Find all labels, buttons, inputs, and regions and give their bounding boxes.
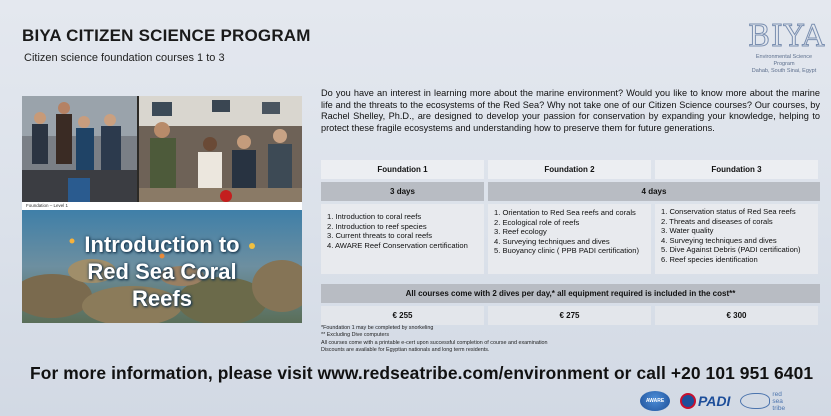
list-item: 1. Orientation to Red Sea reefs and corals	[494, 208, 636, 217]
page-subtitle: Citizen science foundation courses 1 to 3	[24, 52, 225, 64]
photo-overlay-title	[22, 231, 302, 312]
list-item: 5. Dive Against Debris (PADI certification)	[661, 245, 801, 255]
foundation-1-header: Foundation 1	[321, 160, 484, 179]
foundation-2-price: € 275	[488, 306, 651, 325]
foundation-2-3-days: 4 days	[488, 182, 820, 201]
list-item: 4. AWARE Reef Conservation certification	[327, 240, 468, 250]
course-photo	[22, 96, 302, 323]
tribe-line2: sea	[772, 397, 783, 405]
foundation-3-header: Foundation 3	[655, 160, 818, 179]
list-item: 1. Introduction to coral reefs	[327, 212, 422, 221]
footnote: Discounts are available for Egyptian nationals and long term residents.	[321, 346, 490, 353]
foundation-1-days: 3 days	[321, 182, 484, 201]
list-item: 3. Water quality	[661, 226, 714, 236]
red-sea-tribe-text	[772, 391, 785, 412]
list-item: 4. Surveying techniques and dives	[494, 236, 610, 246]
contact-call-to-action: For more information, please visit www.redseatribe.com/environment or call +20 101 951 6401	[30, 363, 814, 383]
partner-logos	[640, 389, 785, 413]
courses-header-row	[321, 160, 820, 179]
list-item: 2. Introduction to reef species	[327, 221, 427, 231]
foundation-1-topics	[321, 204, 484, 274]
biya-logo-line1: Environmental Science Program	[755, 54, 813, 67]
red-sea-tribe-logo	[740, 391, 785, 412]
list-item: 3. Current threats to coral reefs	[327, 231, 433, 241]
footnote: All courses come with a printable e-cert upon successful completion of course and examination	[321, 339, 548, 346]
foundation-2-header: Foundation 2	[488, 160, 651, 179]
list-item: 4. Surveying techniques and dives	[661, 235, 777, 245]
courses-price-row	[321, 306, 820, 325]
list-item: 2. Ecological role of reefs	[494, 217, 580, 227]
courses-days-row	[321, 182, 820, 201]
list-item: 1. Conservation status of Red Sea reefs	[661, 207, 796, 216]
list-item: 5. Buoyancy clinic ( PPB PADI certification)	[494, 246, 640, 256]
aware-logo: AWARE	[640, 391, 670, 411]
footnote: ** Excluding Dive computers	[321, 332, 390, 339]
biya-logo-line2: Dahab, South Sinai, Egypt	[751, 68, 817, 74]
footnotes	[321, 325, 820, 354]
courses-table	[321, 160, 820, 328]
photo-overlay-line1: Introduction to	[84, 232, 240, 257]
foundation-3-price: € 300	[655, 306, 818, 325]
biya-logo-mark: BIYA	[748, 19, 826, 54]
list-item: 2. Threats and diseases of corals	[661, 216, 773, 226]
fish-icon	[740, 393, 770, 409]
biya-logo	[748, 19, 826, 80]
courses-content-row	[321, 204, 820, 274]
list-item: 6. Reef species identification	[661, 254, 758, 264]
page-title: BIYA CITIZEN SCIENCE PROGRAM	[22, 26, 311, 45]
foundation-2-topics	[488, 204, 651, 274]
courses-note-row	[321, 284, 820, 303]
all-courses-note: All courses come with 2 dives per day,* all equipment required is included in the cost**	[321, 284, 820, 303]
photo-overlay-line2: Red Sea Coral	[87, 259, 237, 284]
intro-paragraph: Do you have an interest in learning more about the marine environment? Would you like to know more about the marine life and the threats to the ecosystems of the Red Sea? Why not take one of our Citizen Science courses? Our courses, by Rachel Shelley, Ph.D., are designed to develop your passion for conservation by expanding your knowledge, helping to protect these fragile ecosystems and understanding how to preserve them for future generations.	[321, 88, 820, 133]
photo-strip-label: Foundation – Level 1	[22, 202, 302, 210]
list-item: 3. Reef ecology	[494, 227, 547, 237]
footnote: *Foundation 1 may be completed by snorkeling	[321, 325, 434, 331]
padi-logo	[680, 393, 730, 409]
photo-overlay-line3: Reefs	[132, 286, 192, 311]
foundation-1-price: € 255	[321, 306, 484, 325]
padi-globe-icon	[680, 393, 696, 409]
padi-logo-text: PADI	[698, 393, 731, 409]
foundation-3-topics	[655, 204, 818, 274]
tribe-line1: red	[772, 390, 782, 398]
tribe-line3: tribe	[772, 404, 786, 412]
